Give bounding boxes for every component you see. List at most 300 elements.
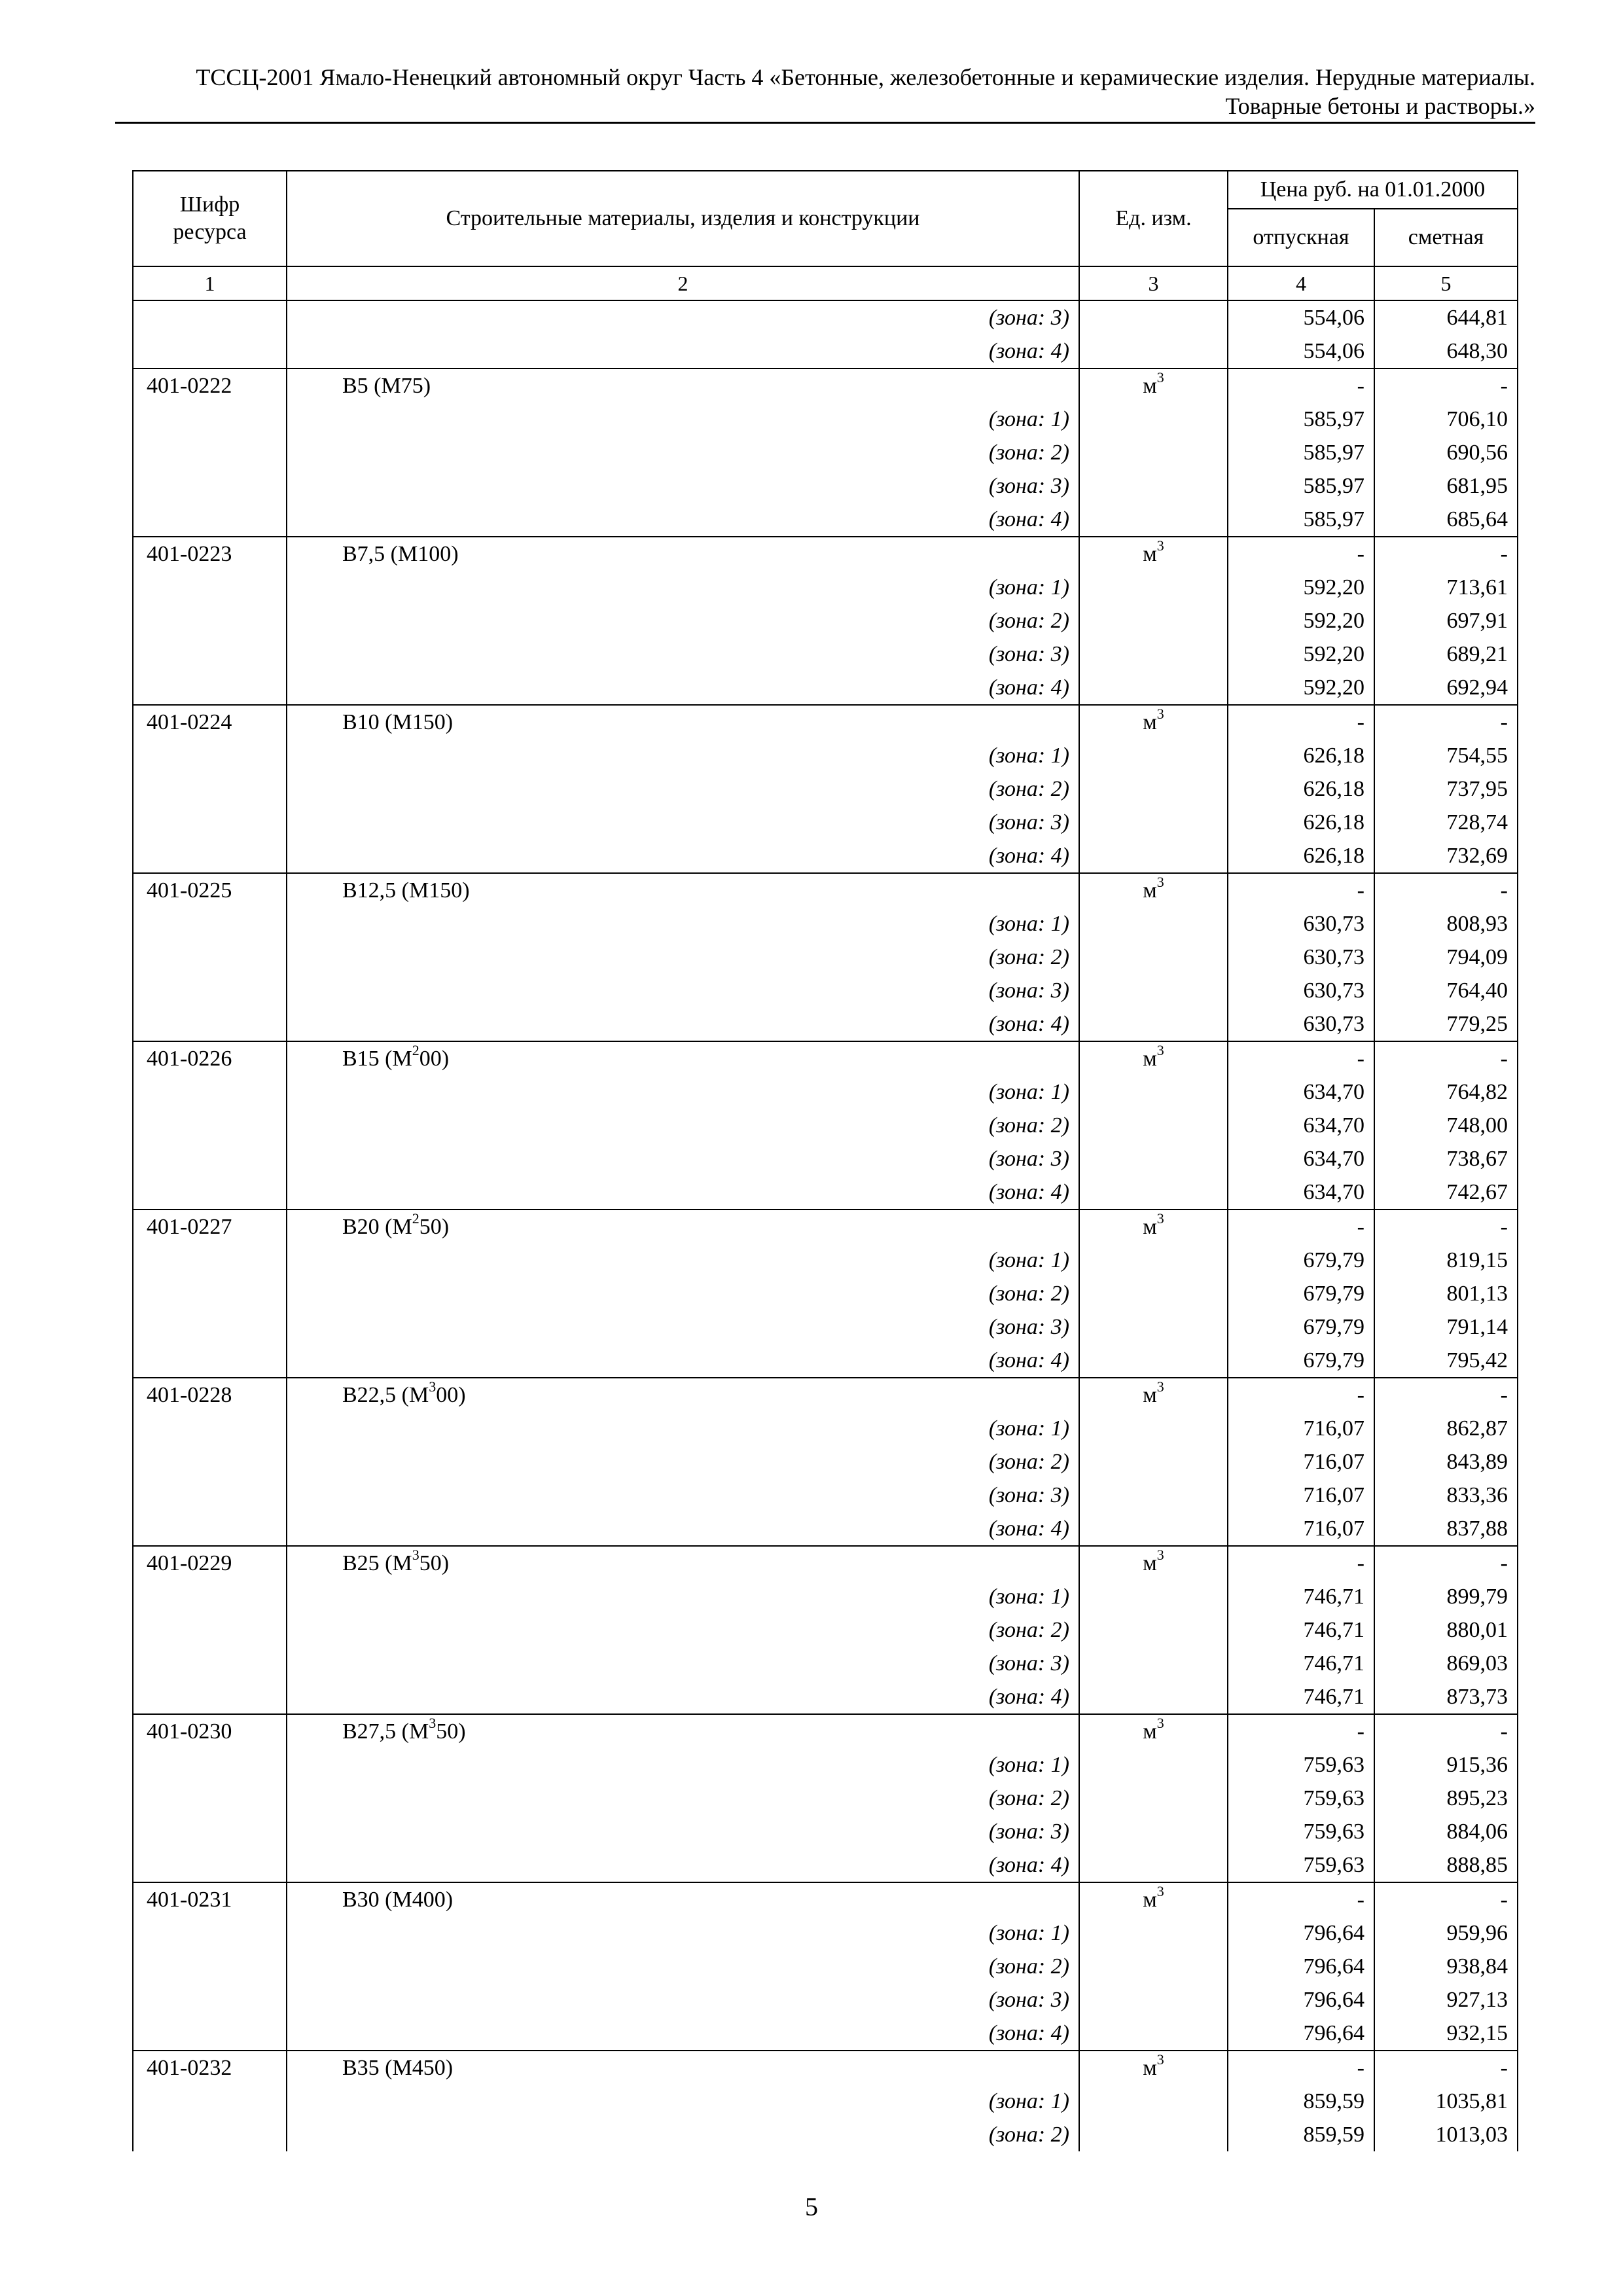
resource-code: 401-0230 [133,1714,287,1748]
unit-cell [1079,1277,1228,1310]
unit-cell [1079,2118,1228,2151]
zone-row [133,1344,1518,1378]
release-price: 759,63 [1228,1748,1374,1782]
zone-label: (зона: 4) [287,1848,1079,1882]
release-price: 746,71 [1228,1680,1374,1714]
zone-row [133,469,1518,503]
estimate-price: 1013,03 [1374,2118,1518,2151]
unit-cell [1079,1175,1228,1210]
unit-cell [1079,1512,1228,1546]
zone-row [133,2118,1518,2151]
table-body [133,300,1518,2151]
material-name-superscript: 2 [412,1041,419,1058]
resource-code-cell [133,1244,287,1277]
release-price: 679,79 [1228,1277,1374,1310]
zone-label: (зона: 1) [287,1244,1079,1277]
estimate-price: 764,40 [1374,974,1518,1007]
material-name-superscript: 2 [412,1210,419,1227]
material-row [133,1546,1518,1580]
release-price: 746,71 [1228,1580,1374,1613]
zone-row [133,1512,1518,1546]
resource-code-cell [133,334,287,368]
release-price: 592,20 [1228,571,1374,604]
release-price: - [1228,1210,1374,1244]
unit-cell [1079,941,1228,974]
zone-row [133,637,1518,671]
resource-code: 401-0225 [133,873,287,907]
release-price: 716,07 [1228,1412,1374,1445]
estimate-price: - [1374,1378,1518,1412]
release-price: 585,97 [1228,436,1374,469]
estimate-price: 697,91 [1374,604,1518,637]
resource-code: 401-0224 [133,705,287,739]
resource-code-cell [133,604,287,637]
unit-cell [1079,1075,1228,1109]
estimate-price: 742,67 [1374,1175,1518,1210]
unit-cell [1079,537,1228,571]
resource-code-cell [133,1613,287,1647]
estimate-price: 873,73 [1374,1680,1518,1714]
column-header-price-group: Цена руб. на 01.01.2000 [1228,171,1518,209]
resource-code-cell [133,1007,287,1041]
zone-label: (зона: 4) [287,839,1079,873]
unit-base: м [1143,542,1157,566]
estimate-price: 644,81 [1374,300,1518,334]
resource-code: 401-0222 [133,368,287,403]
material-name-superscript: 3 [429,1714,437,1731]
material-name-text: В10 (М150) [342,710,454,734]
zone-row [133,974,1518,1007]
zone-label: (зона: 3) [287,637,1079,671]
unit-cell [1079,1310,1228,1344]
resource-code-cell [133,806,287,839]
zone-row [133,907,1518,941]
column-header-unit: Ед. изм. [1079,171,1228,266]
estimate-price: - [1374,1546,1518,1580]
zone-row [133,1310,1518,1344]
release-price: 796,64 [1228,2017,1374,2051]
zone-label: (зона: 3) [287,974,1079,1007]
release-price: - [1228,1041,1374,1075]
header-line-2: Товарные бетоны и растворы.» [1225,93,1535,119]
zone-label: (зона: 3) [287,806,1079,839]
resource-code: 401-0228 [133,1378,287,1412]
unit-base: м [1143,1215,1157,1239]
resource-code: 401-0226 [133,1041,287,1075]
column-header-estimate-price: сметная [1374,209,1518,266]
page-number: 5 [805,2192,818,2221]
price-table [132,170,1518,2151]
estimate-price: 706,10 [1374,403,1518,436]
unit-superscript: 3 [1156,1714,1164,1731]
material-name-text: В5 (М75) [342,374,431,398]
zone-row [133,604,1518,637]
resource-code-cell [133,1916,287,1950]
zone-label: (зона: 4) [287,1512,1079,1546]
release-price: 759,63 [1228,1815,1374,1848]
unit-cell [1079,806,1228,839]
resource-code-cell [133,571,287,604]
column-header-code: Шифр ресурса [133,171,287,266]
unit-base: м [1143,374,1157,398]
material-name-text-tail: 50) [419,1215,450,1239]
resource-code-cell [133,1580,287,1613]
unit-cell [1079,772,1228,806]
unit-cell [1079,907,1228,941]
release-price: 585,97 [1228,469,1374,503]
zone-row [133,941,1518,974]
zone-row [133,1109,1518,1142]
unit-cell [1079,1782,1228,1815]
zone-row [133,1244,1518,1277]
release-price: 679,79 [1228,1344,1374,1378]
zone-label: (зона: 2) [287,1950,1079,1983]
estimate-price: 648,30 [1374,334,1518,368]
material-name [287,1546,1079,1580]
unit-superscript: 3 [1156,1546,1164,1563]
zone-label: (зона: 2) [287,1782,1079,1815]
estimate-price: - [1374,537,1518,571]
unit-cell [1079,1613,1228,1647]
unit-cell [1079,1950,1228,1983]
material-name [287,1714,1079,1748]
material-row [133,1378,1518,1412]
estimate-price: 689,21 [1374,637,1518,671]
zone-row [133,2017,1518,2051]
material-name [287,1378,1079,1412]
material-row [133,1882,1518,1916]
release-price: 554,06 [1228,300,1374,334]
zone-label: (зона: 1) [287,1580,1079,1613]
unit-cell [1079,1041,1228,1075]
estimate-price: 690,56 [1374,436,1518,469]
release-price: 716,07 [1228,1479,1374,1512]
unit-cell [1079,300,1228,334]
release-price: 585,97 [1228,503,1374,537]
zone-row [133,806,1518,839]
header-rule [115,122,1535,124]
zone-row [133,300,1518,334]
unit-cell [1079,2085,1228,2118]
release-price: 626,18 [1228,772,1374,806]
unit-cell [1079,571,1228,604]
material-name [287,1882,1079,1916]
unit-cell [1079,334,1228,368]
unit-base: м [1143,1719,1157,1744]
zone-row [133,1983,1518,2017]
material-name-text: В22,5 (М [342,1383,429,1407]
estimate-price: 713,61 [1374,571,1518,604]
material-name [287,368,1079,403]
release-price: 796,64 [1228,1983,1374,2017]
material-row [133,368,1518,403]
page-header [115,63,1535,120]
unit-base: м [1143,1383,1157,1407]
unit-cell [1079,637,1228,671]
zone-row [133,1782,1518,1815]
material-name [287,873,1079,907]
unit-superscript: 3 [1156,1041,1164,1058]
resource-code-cell [133,2118,287,2151]
unit-base: м [1143,1047,1157,1071]
resource-code-cell [133,403,287,436]
material-name [287,2051,1079,2085]
release-price: - [1228,1882,1374,1916]
resource-code-cell [133,1950,287,1983]
material-name-text-tail: 50) [419,1551,450,1575]
zone-row [133,1848,1518,1882]
release-price: - [1228,1714,1374,1748]
estimate-price: 888,85 [1374,1848,1518,1882]
unit-cell [1079,1580,1228,1613]
resource-code-cell [133,974,287,1007]
material-name-text: В27,5 (М [342,1719,429,1744]
zone-label: (зона: 4) [287,2017,1079,2051]
release-price: 796,64 [1228,1916,1374,1950]
zone-row [133,671,1518,705]
material-name-text: В20 (М [342,1215,412,1239]
unit-cell [1079,739,1228,772]
zone-label: (зона: 3) [287,1479,1079,1512]
resource-code: 401-0223 [133,537,287,571]
unit-cell [1079,1546,1228,1580]
unit-cell [1079,1142,1228,1175]
unit-cell [1079,1882,1228,1916]
resource-code-cell [133,1680,287,1714]
unit-superscript: 3 [1156,2051,1164,2068]
unit-cell [1079,1109,1228,1142]
resource-code-cell [133,1479,287,1512]
zone-row [133,1075,1518,1109]
unit-cell [1079,1244,1228,1277]
release-price: 630,73 [1228,1007,1374,1041]
resource-code-cell [133,300,287,334]
resource-code-cell [133,1445,287,1479]
material-row [133,705,1518,739]
unit-cell [1079,1344,1228,1378]
unit-base: м [1143,1888,1157,1912]
estimate-price: 915,36 [1374,1748,1518,1782]
release-price: 859,59 [1228,2085,1374,2118]
release-price: - [1228,1378,1374,1412]
estimate-price: - [1374,2051,1518,2085]
material-name-superscript: 3 [429,1378,437,1395]
zone-label: (зона: 2) [287,1445,1079,1479]
unit-cell [1079,1647,1228,1680]
release-price: 554,06 [1228,334,1374,368]
column-number: 5 [1374,266,1518,300]
material-name-text-tail: 00) [419,1047,450,1071]
estimate-price: 959,96 [1374,1916,1518,1950]
column-number: 3 [1079,266,1228,300]
header-line-1: ТССЦ-2001 Ямало-Ненецкий автономный округ Часть 4 «Бетонные, железобетонные и керамические изделия. Нерудные материалы. [196,64,1535,90]
zone-label: (зона: 4) [287,1680,1079,1714]
estimate-price: 837,88 [1374,1512,1518,1546]
unit-cell [1079,839,1228,873]
unit-cell [1079,1916,1228,1950]
zone-label: (зона: 4) [287,1175,1079,1210]
material-name-text-tail: 00) [436,1383,466,1407]
estimate-price: - [1374,1041,1518,1075]
estimate-price: 808,93 [1374,907,1518,941]
unit-cell [1079,974,1228,1007]
zone-row [133,1142,1518,1175]
estimate-price: 869,03 [1374,1647,1518,1680]
material-name [287,1210,1079,1244]
zone-row [133,1412,1518,1445]
zone-label: (зона: 2) [287,941,1079,974]
zone-row [133,334,1518,368]
zone-label: (зона: 1) [287,1748,1079,1782]
column-number: 4 [1228,266,1374,300]
zone-label: (зона: 3) [287,1142,1079,1175]
release-price: 626,18 [1228,806,1374,839]
zone-row [133,739,1518,772]
resource-code-cell [133,1848,287,1882]
unit-cell [1079,403,1228,436]
zone-row [133,1950,1518,1983]
material-name-text: В12,5 (М150) [342,878,470,903]
resource-code-cell [133,1142,287,1175]
zone-row [133,1748,1518,1782]
estimate-price: - [1374,705,1518,739]
release-price: - [1228,705,1374,739]
resource-code-cell [133,772,287,806]
estimate-price: 819,15 [1374,1244,1518,1277]
release-price: 716,07 [1228,1512,1374,1546]
estimate-price: 738,67 [1374,1142,1518,1175]
unit-base: м [1143,2056,1157,2080]
release-price: 630,73 [1228,974,1374,1007]
resource-code-cell [133,1782,287,1815]
release-price: 746,71 [1228,1613,1374,1647]
zone-label: (зона: 4) [287,1007,1079,1041]
column-number: 2 [287,266,1079,300]
estimate-price: 794,09 [1374,941,1518,974]
resource-code-cell [133,1748,287,1782]
zone-label: (зона: 1) [287,1075,1079,1109]
unit-cell [1079,469,1228,503]
unit-base: м [1143,710,1157,734]
resource-code: 401-0231 [133,1882,287,1916]
estimate-price: 884,06 [1374,1815,1518,1848]
resource-code: 401-0232 [133,2051,287,2085]
material-row [133,1714,1518,1748]
estimate-price: 737,95 [1374,772,1518,806]
estimate-price: 938,84 [1374,1950,1518,1983]
estimate-price: 895,23 [1374,1782,1518,1815]
estimate-price: 932,15 [1374,2017,1518,2051]
material-name [287,537,1079,571]
unit-base: м [1143,878,1157,903]
zone-label: (зона: 2) [287,436,1079,469]
estimate-price: 862,87 [1374,1412,1518,1445]
zone-row [133,1647,1518,1680]
resource-code: 401-0227 [133,1210,287,1244]
zone-row [133,1277,1518,1310]
zone-label: (зона: 3) [287,1310,1079,1344]
release-price: 759,63 [1228,1782,1374,1815]
zone-row [133,571,1518,604]
release-price: - [1228,368,1374,403]
zone-label: (зона: 4) [287,334,1079,368]
estimate-price: 791,14 [1374,1310,1518,1344]
zone-row [133,1479,1518,1512]
release-price: 626,18 [1228,739,1374,772]
zone-label: (зона: 4) [287,1344,1079,1378]
zone-label: (зона: 2) [287,1109,1079,1142]
estimate-price: 795,42 [1374,1344,1518,1378]
estimate-price: 880,01 [1374,1613,1518,1647]
zone-label: (зона: 3) [287,469,1079,503]
zone-row [133,2085,1518,2118]
release-price: 634,70 [1228,1175,1374,1210]
unit-cell [1079,2051,1228,2085]
release-price: 585,97 [1228,403,1374,436]
release-price: 630,73 [1228,941,1374,974]
resource-code-cell [133,2085,287,2118]
resource-code-cell [133,739,287,772]
material-name-text: В7,5 (М100) [342,542,459,566]
estimate-price: 764,82 [1374,1075,1518,1109]
unit-cell [1079,1714,1228,1748]
column-header-name: Строительные материалы, изделия и конструкции [287,171,1079,266]
zone-row [133,403,1518,436]
estimate-price: 728,74 [1374,806,1518,839]
resource-code: 401-0229 [133,1546,287,1580]
resource-code-cell [133,469,287,503]
estimate-price: 692,94 [1374,671,1518,705]
material-name-text-tail: 50) [436,1719,466,1744]
resource-code-cell [133,2017,287,2051]
estimate-price: 681,95 [1374,469,1518,503]
resource-code-cell [133,907,287,941]
unit-cell [1079,1378,1228,1412]
zone-row [133,839,1518,873]
unit-cell [1079,1983,1228,2017]
zone-row [133,1680,1518,1714]
estimate-price: 843,89 [1374,1445,1518,1479]
release-price: 679,79 [1228,1244,1374,1277]
release-price: - [1228,1546,1374,1580]
zone-label: (зона: 3) [287,1815,1079,1848]
unit-superscript: 3 [1156,1882,1164,1899]
resource-code-cell [133,1310,287,1344]
unit-cell [1079,368,1228,403]
zone-label: (зона: 4) [287,671,1079,705]
zone-label: (зона: 1) [287,739,1079,772]
zone-row [133,1007,1518,1041]
resource-code-cell [133,1344,287,1378]
resource-code-cell [133,1175,287,1210]
release-price: 592,20 [1228,637,1374,671]
unit-cell [1079,1848,1228,1882]
estimate-price: 833,36 [1374,1479,1518,1512]
unit-cell [1079,705,1228,739]
material-name-text: В30 (М400) [342,1888,454,1912]
estimate-price: - [1374,873,1518,907]
unit-cell [1079,503,1228,537]
estimate-price: - [1374,1210,1518,1244]
resource-code-cell [133,436,287,469]
material-row [133,873,1518,907]
zone-label: (зона: 3) [287,1983,1079,2017]
estimate-price: 1035,81 [1374,2085,1518,2118]
unit-superscript: 3 [1156,705,1164,722]
resource-code-cell [133,1512,287,1546]
release-price: 796,64 [1228,1950,1374,1983]
resource-code-cell [133,1647,287,1680]
